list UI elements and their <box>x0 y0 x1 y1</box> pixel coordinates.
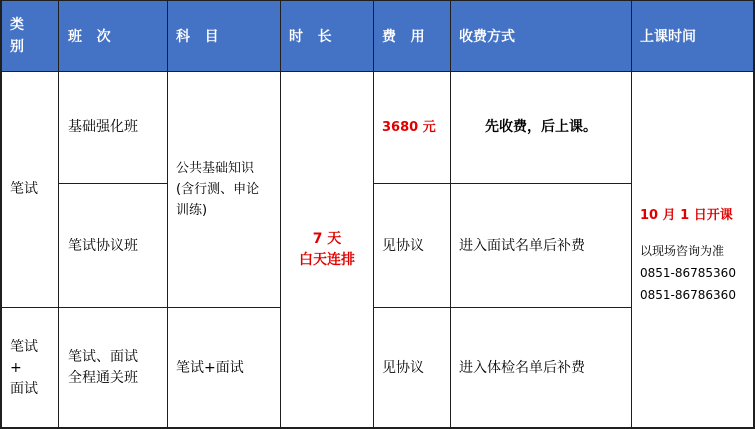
header-duration: 时 长 <box>289 29 332 45</box>
phone-1-label: 0851-86785360 <box>640 266 736 280</box>
class-agreement-label: 笔试协议班 <box>68 237 138 254</box>
payment-basic-label: 先收费，后上课。 <box>485 119 597 135</box>
fee-full-label: 见协议 <box>382 359 424 376</box>
subject-written-label: 公共基础知识 (含行测、申论 训练) <box>176 161 260 218</box>
class-basic-label: 基础强化班 <box>68 119 138 135</box>
header-class: 班 次 <box>68 29 111 45</box>
phone-2-label: 0851-86786360 <box>640 288 736 302</box>
header-payment: 收费方式 <box>459 29 515 45</box>
fee-agreement-label: 见协议 <box>382 237 424 254</box>
payment-agreement-label: 进入面试名单后补费 <box>459 237 585 254</box>
subject-combined-label: 笔试+面试 <box>176 359 244 376</box>
header-subject: 科 目 <box>176 29 219 45</box>
type-written-label: 笔试 <box>10 181 38 197</box>
header-start-time: 上课时间 <box>640 29 696 45</box>
fee-basic-label: 3680 元 <box>382 120 436 135</box>
class-full-label: 笔试、面试 全程通关班 <box>68 349 138 386</box>
header-type: 类 别 <box>10 17 24 55</box>
type-combined-label: 笔试 + 面试 <box>10 338 38 397</box>
payment-full-label: 进入体检名单后补费 <box>459 359 585 376</box>
start-note-label: 以现场咨询为准 <box>640 244 725 258</box>
start-date-label: 10 月 1 日开课 <box>640 208 733 223</box>
duration-label: 7 天 白天连排 <box>299 230 355 268</box>
header-fee: 费 用 <box>382 29 425 45</box>
